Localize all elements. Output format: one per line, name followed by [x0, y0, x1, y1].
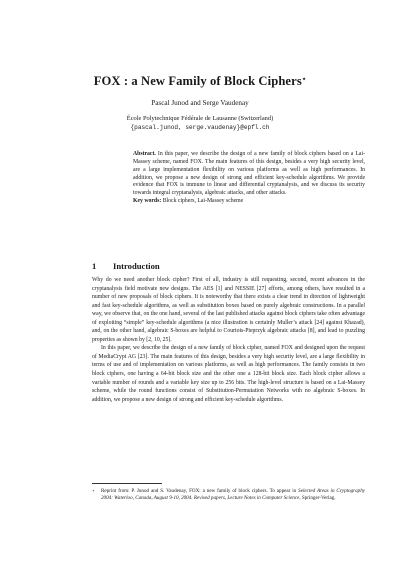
- footnote-rule: [92, 483, 162, 484]
- paragraph: Why do we need another block cipher? First of all, industry is still requesting, second, recent advances in the cryptanalysis field motivate new designs. The AES [1] and NESSIE [27] efforts, among others, have resulted in a number of new proposals of block ciphers. It is noteworthy that there exists a clear trend in direction of lightweight and fast key-schedule algorithms, as well as substitution boxes based on purely algebraic constructions. In a parallel way, we observe that, on the one hand, several of the last published attacks against block ciphers take often advantage of exploiting “simple” key-schedule algorithms (a nice illustration is certainly Muller’s attack [24] against Khazad), and, on the other hand, algebraic S-boxes are helpful to Courtois-Pieprzyk algebraic attacks [8], and lead to puzzling properties as shown by [2, 10, 25].: [92, 277, 365, 343]
- section-heading: [92, 261, 160, 271]
- abstract-label: Abstract.: [133, 151, 156, 157]
- keywords-text: Block ciphers, Lai-Massey scheme: [162, 198, 244, 205]
- keywords: [133, 198, 365, 206]
- footnote-text: [92, 488, 365, 503]
- footnote-plain: Reprint from: P. Junod and S. Vaudenay, FOX: a new family of block ciphers. To appear in: [101, 488, 297, 494]
- footnote-italic: Selected Areas in Cryptography 2004: Waterloo, Canada, August 9-10, 2004. Revised papers, Lecture Notes in Computer Science: [101, 488, 366, 502]
- author-list: Pascal Junod and Serge Vaudenay: [151, 99, 249, 107]
- body-text: [92, 276, 365, 404]
- paper-title: [0, 74, 400, 89]
- footnote: [92, 488, 365, 503]
- affiliation: École Polytechnique Fédérale de Lausanne (Switzerland): [126, 115, 274, 122]
- section-title: Introduction: [113, 261, 160, 271]
- footnote-mark: ⋆: [92, 488, 95, 493]
- title-text: FOX : a New Family of Block Ciphers: [93, 74, 302, 88]
- section-number: 1: [92, 261, 97, 271]
- footnote-end: , Springer-Verlag.: [299, 495, 336, 502]
- abstract: [133, 151, 365, 206]
- abstract-text: In this paper, we describe the design of a new family of block ciphers based on a Lai-Massey scheme, named FOX. The main features of this design, besides a very high security level, are a large implementation flexibility on various platforms as well as high performances. In addition, we propose a new design of strong and efficient key-schedule algorithms. We provide evidence that FOX is immune to linear and differential cryptanalysis, and we discuss its security towards integral cryptanalysis, algebraic attacks, and other attacks.: [133, 151, 365, 197]
- author-email: {pascal.junod, serge.vaudenay}@epfl.ch: [130, 124, 270, 131]
- title-footnote-mark: ⋆: [301, 75, 307, 83]
- paragraph: In this paper, we describe the design of a new family of block cipher, named FOX and designed upon the request of MediaCrypt AG [23]. The main features of this design, besides a very high security level, are a large flexibility in terms of use and of implementation on various platforms, as well as high performances. The family consists in two block ciphers, one having a 64-bit block size and the other one a 128-bit block size. Each block cipher allows a variable number of rounds and a variable key size up to 256 bits. The high-level structure is based on a Lai-Massey scheme, while the round functions consist of Substitution-Permutation Networks with no algebraic S-boxes. In addition, we propose a new design of strong and efficient key-schedule algorithms.: [92, 345, 365, 403]
- keywords-label: Key words:: [133, 198, 162, 205]
